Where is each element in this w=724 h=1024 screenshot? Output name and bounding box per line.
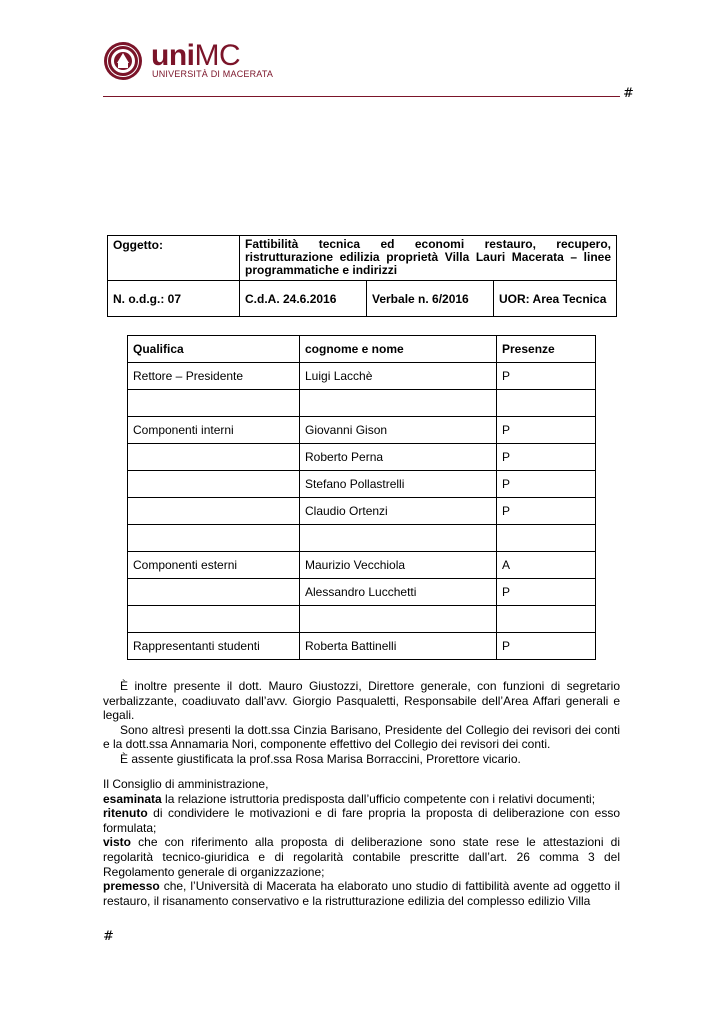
paragraph: È assente giustificata la prof.ssa Rosa Marisa Borraccini, Prorettore vicario. xyxy=(120,751,521,766)
presence-cell: P xyxy=(497,498,596,525)
resolution-item xyxy=(103,835,620,879)
qualifica-cell xyxy=(128,471,300,498)
table-row xyxy=(128,363,596,390)
paragraph: È inoltre presente il dott. Mauro Giustozzi, Direttore generale, con funzioni di segretario verbalizzante, coadiuvato dall’avv. Giorgio Pasqualetti, Responsabile dell’Area Affari generali e legali. xyxy=(103,679,620,723)
presence-cell xyxy=(497,525,596,552)
table-row xyxy=(128,606,596,633)
qualifica-cell: Componenti esterni xyxy=(128,552,300,579)
resolution-item-text: che con riferimento alla proposta di deliberazione sono state rese le attestazioni di regolarità tecnico-giuridica e di regolarità contabile prescritte dall’art. 26 comma 3 del Regolamento generale di organizzazione; xyxy=(103,835,620,879)
resolution-text xyxy=(103,777,620,908)
resolution-item xyxy=(103,806,620,835)
presence-cell: A xyxy=(497,552,596,579)
resolution-item-text: la relazione istruttoria predisposta dall’ufficio competente con i relativi documenti; xyxy=(161,791,596,806)
column-header: Presenze xyxy=(497,336,596,363)
presence-cell: P xyxy=(497,363,596,390)
logo-wordmark: uniMC xyxy=(151,39,241,72)
page-marker: # xyxy=(623,86,634,101)
subject-table xyxy=(107,235,617,317)
presence-cell: P xyxy=(497,579,596,606)
qualifica-cell: Componenti interni xyxy=(128,417,300,444)
table-row xyxy=(128,552,596,579)
resolution-intro: Il Consiglio di amministrazione, xyxy=(103,777,269,791)
resolution-item xyxy=(103,879,620,908)
presence-cell: P xyxy=(497,417,596,444)
oggetto-text: Fattibilità tecnica ed economi restauro, recupero, ristrutturazione edilizia proprietà Villa Lauri Macerata – linee programmatiche e indirizzi xyxy=(240,236,617,281)
name-cell: Luigi Lacchè xyxy=(300,363,497,390)
table-row xyxy=(128,498,596,525)
name-cell xyxy=(300,606,497,633)
resolution-item-text: che, l’Università di Macerata ha elaborato uno studio di fattibilità avente ad oggetto il restauro, il risanamento conservativo e la ristrutturazione edilizia del complesso edilizio Villa xyxy=(103,879,620,908)
qualifica-cell xyxy=(128,525,300,552)
uor-cell: UOR: Area Tecnica xyxy=(494,281,617,317)
qualifica-cell: Rettore – Presidente xyxy=(128,363,300,390)
qualifica-cell xyxy=(128,390,300,417)
presence-cell xyxy=(497,390,596,417)
resolution-keyword: esaminata xyxy=(103,791,162,806)
presence-cell: P xyxy=(497,633,596,660)
name-cell xyxy=(300,525,497,552)
name-cell: Stefano Pollastrelli xyxy=(300,471,497,498)
table-row xyxy=(128,471,596,498)
verbale-cell: Verbale n. 6/2016 xyxy=(367,281,494,317)
name-cell: Claudio Ortenzi xyxy=(300,498,497,525)
university-seal-icon xyxy=(103,41,143,81)
presence-cell: P xyxy=(497,444,596,471)
qualifica-cell xyxy=(128,498,300,525)
cda-cell: C.d.A. 24.6.2016 xyxy=(240,281,367,317)
resolution-keyword: premesso xyxy=(103,879,160,894)
presence-cell: P xyxy=(497,471,596,498)
attendance-table xyxy=(127,335,596,660)
table-row xyxy=(128,579,596,606)
qualifica-cell: Rappresentanti studenti xyxy=(128,633,300,660)
resolution-keyword: ritenuto xyxy=(103,806,148,821)
logo-subtitle: UNIVERSITÀ DI MACERATA xyxy=(152,69,274,79)
table-row xyxy=(128,444,596,471)
header-divider xyxy=(103,96,620,97)
table-row xyxy=(108,236,617,281)
table-row xyxy=(128,633,596,660)
name-cell xyxy=(300,390,497,417)
name-cell: Alessandro Lucchetti xyxy=(300,579,497,606)
resolution-item xyxy=(103,792,620,807)
qualifica-cell xyxy=(128,444,300,471)
table-row xyxy=(128,525,596,552)
column-header: cognome e nome xyxy=(300,336,497,363)
table-header-row xyxy=(128,336,596,363)
column-header: Qualifica xyxy=(128,336,300,363)
qualifica-cell xyxy=(128,579,300,606)
qualifica-cell xyxy=(128,606,300,633)
table-row xyxy=(128,390,596,417)
name-cell: Roberto Perna xyxy=(300,444,497,471)
resolution-keyword: visto xyxy=(103,835,132,850)
attendance-notes xyxy=(103,679,620,767)
odg-cell: N. o.d.g.: 07 xyxy=(108,281,240,317)
footer-marker: # xyxy=(103,929,114,944)
presence-cell xyxy=(497,606,596,633)
table-row xyxy=(128,417,596,444)
table-row xyxy=(108,281,617,317)
oggetto-label: Oggetto: xyxy=(108,236,240,281)
name-cell: Maurizio Vecchiola xyxy=(300,552,497,579)
resolution-item-text: di condividere le motivazioni e di fare propria la proposta di deliberazione con esso formulata; xyxy=(103,806,620,835)
name-cell: Giovanni Gison xyxy=(300,417,497,444)
name-cell: Roberta Battinelli xyxy=(300,633,497,660)
paragraph: Sono altresì presenti la dott.ssa Cinzia Barisano, Presidente del Collegio dei revisori dei conti e la dott.ssa Annamaria Nori, componente effettivo del Collegio dei revisori dei conti. xyxy=(103,722,620,752)
